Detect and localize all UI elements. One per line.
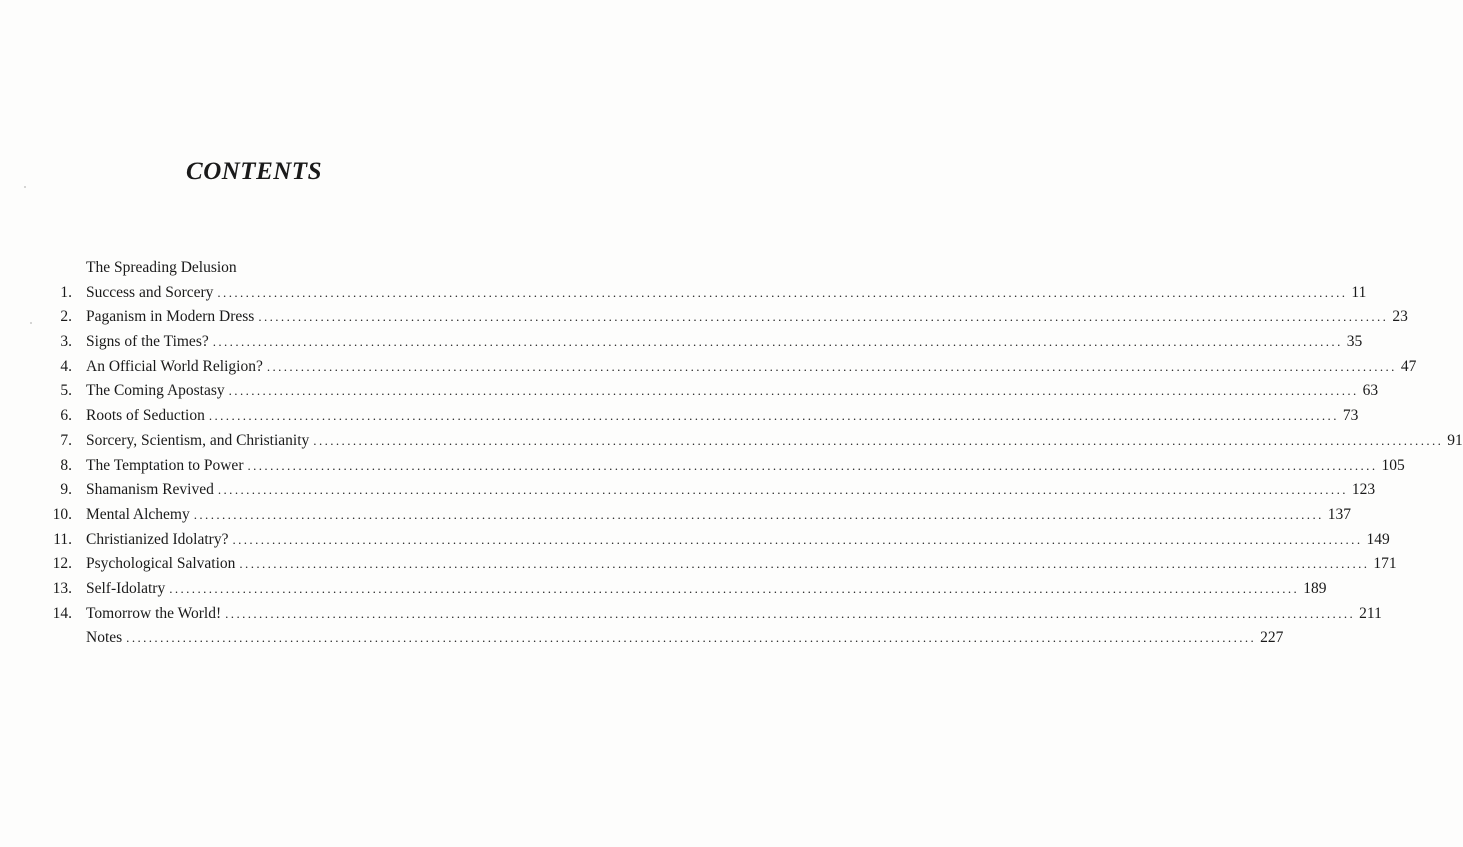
toc-entry-number: 3. <box>60 333 72 351</box>
dot-leader: ........................................................................................................................................................................................................ <box>247 457 1378 473</box>
dot-leader: ........................................................................................................................................................................................................ <box>239 556 1370 572</box>
toc-entry-title: Signs of the Times? <box>86 333 209 351</box>
dot-leader: ........................................................................................................................................................................................................ <box>208 408 1339 424</box>
dot-leader: ........................................................................................................................................................................................................ <box>228 383 1359 399</box>
toc-entry-page: 91 <box>1447 431 1463 449</box>
toc-entry-page: 211 <box>1359 604 1382 622</box>
toc-entry <box>44 379 1379 404</box>
dot-leader: ........................................................................................................................................................................................................ <box>193 506 1324 522</box>
page-speck <box>24 186 26 188</box>
dot-leader: ........................................................................................................................................................................................................ <box>258 309 1389 325</box>
toc-entry-title: An Official World Religion? <box>86 357 263 375</box>
toc-entry-number-cell <box>44 355 86 380</box>
toc-entry-page: 47 <box>1400 357 1417 375</box>
toc-entry-title: Psychological Salvation <box>86 555 236 573</box>
toc-entry-number: 13. <box>52 579 72 597</box>
toc-entry-page: 123 <box>1351 481 1376 499</box>
dot-leader: ........................................................................................................................................................................................................ <box>313 432 1444 448</box>
toc-entry-number: 12. <box>52 555 72 573</box>
toc-entry <box>44 404 1359 429</box>
dot-leader: ........................................................................................................................................................................................................ <box>217 482 1348 498</box>
toc-entry-page: 35 <box>1346 333 1363 351</box>
toc-entries <box>44 281 1463 651</box>
toc-entry-number-cell <box>44 305 86 330</box>
toc-entry-number-cell <box>44 602 86 627</box>
toc-entry-title: Paganism in Modern Dress <box>86 308 255 326</box>
page-title: CONTENTS <box>186 158 322 185</box>
toc-entry <box>44 355 1417 380</box>
toc-entry-title: Self-Idolatry <box>86 579 166 597</box>
toc-entry-number-cell <box>44 503 86 528</box>
toc-entry-number-cell <box>44 454 86 479</box>
toc-entry-title: The Coming Apostasy <box>86 382 225 400</box>
toc-entry <box>44 552 1397 577</box>
toc-entry-title: Mental Alchemy <box>86 505 190 523</box>
toc-entry-number: 5. <box>60 382 72 400</box>
toc-entry-page: 105 <box>1381 456 1405 474</box>
toc-entry-number: 6. <box>60 407 72 425</box>
toc-entry <box>44 330 1363 355</box>
toc-entry <box>44 478 1376 503</box>
toc-entry-number-cell <box>44 552 86 577</box>
dot-leader: ........................................................................................................................................................................................................ <box>212 334 1343 350</box>
toc-entry <box>44 503 1351 528</box>
toc-entry-number: 9. <box>60 481 72 499</box>
toc-entry <box>44 577 1327 602</box>
page-speck <box>30 322 32 324</box>
table-of-contents <box>44 256 1463 651</box>
toc-entry-number-cell <box>44 478 86 503</box>
toc-entry-number: 14. <box>52 604 72 622</box>
dot-leader: ........................................................................................................................................................................................................ <box>225 605 1356 621</box>
toc-intro: The Spreading Delusion <box>86 259 237 276</box>
toc-entry-page: 149 <box>1366 530 1390 548</box>
toc-entry-title: Shamanism Revived <box>86 481 214 499</box>
toc-entry-page: 189 <box>1303 579 1327 597</box>
toc-entry-page: 11 <box>1351 283 1367 301</box>
toc-entry-number-cell <box>44 429 86 454</box>
toc-entry-title: The Temptation to Power <box>86 456 244 474</box>
toc-entry <box>44 429 1463 454</box>
toc-entry <box>44 305 1408 330</box>
toc-entry-number: 8. <box>60 456 72 474</box>
toc-entry-notes <box>44 626 1284 651</box>
toc-entry-number: 4. <box>60 357 72 375</box>
toc-entry-number: 2. <box>60 308 72 326</box>
toc-entry-title: Christianized Idolatry? <box>86 530 229 548</box>
toc-entry-number-cell <box>44 404 86 429</box>
toc-entry-number-cell <box>44 528 86 553</box>
toc-entry-page: 23 <box>1392 308 1408 326</box>
toc-entry-number: 10. <box>52 505 72 523</box>
toc-entry-title: Success and Sorcery <box>86 283 214 301</box>
toc-entry-number-cell <box>44 577 86 602</box>
toc-entry-number: 1. <box>60 283 72 301</box>
toc-entry <box>44 602 1382 627</box>
toc-entry-title: Sorcery, Scientism, and Christianity <box>86 431 310 449</box>
toc-entry-page: 63 <box>1362 382 1379 400</box>
toc-entry <box>44 454 1405 479</box>
toc-entry-number-cell <box>44 330 86 355</box>
toc-entry <box>44 281 1367 306</box>
dot-leader: ........................................................................................................................................................................................................ <box>169 580 1300 596</box>
toc-entry-number: 11. <box>53 530 72 548</box>
dot-leader: ........................................................................................................................................................................................................ <box>266 358 1397 374</box>
toc-entry-number-cell <box>44 281 86 306</box>
toc-entry-page: 171 <box>1373 555 1397 573</box>
toc-entry <box>44 528 1390 553</box>
toc-entry-page: 227 <box>1260 629 1284 647</box>
toc-entry-title: Notes <box>86 629 123 647</box>
toc-entry-page: 73 <box>1342 407 1359 425</box>
toc-entry-number: 7. <box>60 431 72 449</box>
toc-entry-number-cell <box>44 379 86 404</box>
dot-leader: ........................................................................................................................................................................................................ <box>232 531 1363 547</box>
toc-entry-title: Tomorrow the World! <box>86 604 222 622</box>
dot-leader: ........................................................................................................................................................................................................ <box>217 284 1348 300</box>
toc-entry-title: Roots of Seduction <box>86 407 205 425</box>
dot-leader: ........................................................................................................................................................................................................ <box>126 630 1257 646</box>
toc-entry-page: 137 <box>1327 505 1351 523</box>
